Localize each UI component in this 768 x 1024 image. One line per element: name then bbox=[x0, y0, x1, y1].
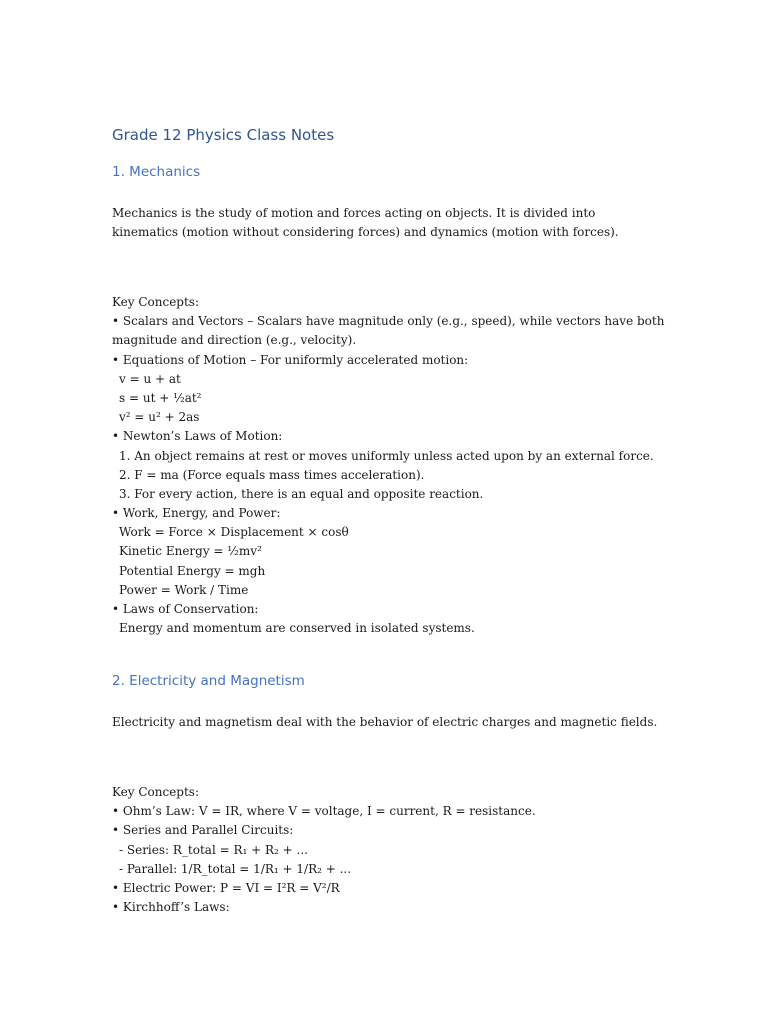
section-heading-mechanics: 1. Mechanics bbox=[112, 164, 201, 180]
formula-line: - Series: R_total = R₁ + R₂ + ... bbox=[119, 842, 308, 857]
formula-line: - Parallel: 1/R_total = 1/R₁ + 1/R₂ + ... bbox=[119, 861, 352, 876]
equation-line: v² = u² + 2as bbox=[119, 410, 200, 425]
electricity-intro-paragraph: Electricity and magnetism deal with the behavior of electric charges and magnetic fields. bbox=[112, 715, 658, 729]
concept-line: • Electric Power: P = VI = I²R = V²/R bbox=[112, 880, 340, 895]
mechanics-intro-paragraph: Mechanics is the study of motion and forces acting on objects. It is divided into kinematics (motion without considering forces) and dynamics (motion with forces). bbox=[112, 206, 619, 240]
mechanics-key-concepts bbox=[112, 293, 672, 638]
key-concepts-label: Key Concepts: bbox=[112, 785, 199, 799]
law-line: 1. An object remains at rest or moves uniformly unless acted upon by an external force. bbox=[119, 448, 654, 463]
formula-line: Work = Force × Displacement × cosθ bbox=[119, 525, 349, 540]
concept-line: • Work, Energy, and Power: bbox=[112, 506, 281, 521]
formula-line: Power = Work / Time bbox=[119, 582, 249, 597]
concept-line: • Ohm’s Law: V = IR, where V = voltage, I = current, R = resistance. bbox=[112, 804, 536, 819]
formula-line: Kinetic Energy = ½mv² bbox=[119, 544, 262, 559]
concept-line: • Newton’s Laws of Motion: bbox=[112, 429, 283, 444]
section-heading-electricity-magnetism: 2. Electricity and Magnetism bbox=[112, 673, 305, 689]
conservation-line: Energy and momentum are conserved in isolated systems. bbox=[119, 621, 475, 636]
formula-line: Potential Energy = mgh bbox=[119, 563, 266, 578]
key-concepts-label: Key Concepts: bbox=[112, 295, 199, 309]
equation-line: s = ut + ½at² bbox=[119, 390, 202, 405]
concept-line: • Equations of Motion – For uniformly accelerated motion: bbox=[112, 352, 469, 367]
concept-line: • Series and Parallel Circuits: bbox=[112, 823, 294, 838]
concept-line: • Kirchhoff’s Laws: bbox=[112, 900, 230, 915]
document-title: Grade 12 Physics Class Notes bbox=[112, 126, 335, 144]
law-line: 2. F = ma (Force equals mass times acceleration). bbox=[119, 467, 425, 482]
concept-line: • Scalars and Vectors – Scalars have magnitude only (e.g., speed), while vectors have both magnitude and direction (e.g., velocity). bbox=[112, 314, 665, 348]
equation-line: v = u + at bbox=[119, 371, 181, 386]
electricity-key-concepts bbox=[112, 783, 672, 917]
law-line: 3. For every action, there is an equal and opposite reaction. bbox=[119, 486, 484, 501]
concept-line: • Laws of Conservation: bbox=[112, 602, 259, 617]
